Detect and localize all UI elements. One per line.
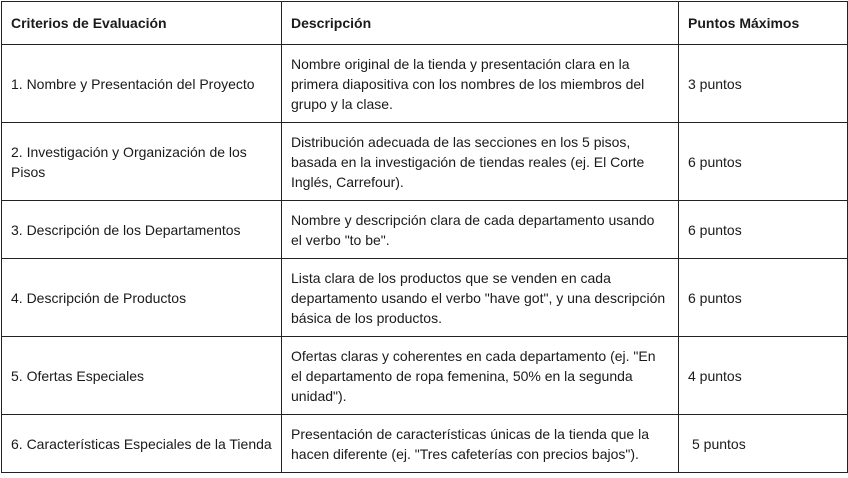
points-cell: 3 puntos <box>679 45 848 123</box>
points-cell: 6 puntos <box>679 259 848 337</box>
criteria-cell: 5. Ofertas Especiales <box>2 337 282 415</box>
header-row <box>2 2 848 45</box>
points-cell: 6 puntos <box>679 123 848 201</box>
description-cell: Lista clara de los productos que se venden en cada departamento usando el verbo "have got", y una descripción básica de los productos. <box>282 259 679 337</box>
table-row <box>2 337 848 415</box>
points-cell: 4 puntos <box>679 337 848 415</box>
description-cell: Ofertas claras y coherentes en cada departamento (ej. "En el departamento de ropa femenina, 50% en la segunda unidad"). <box>282 337 679 415</box>
table-row <box>2 45 848 123</box>
description-cell: Nombre y descripción clara de cada departamento usando el verbo "to be". <box>282 201 679 259</box>
description-cell: Nombre original de la tienda y presentación clara en la primera diapositiva con los nombres de los miembros del grupo y la clase. <box>282 45 679 123</box>
header-criteria: Criterios de Evaluación <box>2 2 282 45</box>
table-row <box>2 201 848 259</box>
criteria-cell: 2. Investigación y Organización de los Pisos <box>2 123 282 201</box>
table-row <box>2 123 848 201</box>
criteria-cell: 3. Descripción de los Departamentos <box>2 201 282 259</box>
criteria-cell: 6. Características Especiales de la Tienda <box>2 415 282 473</box>
header-points: Puntos Máximos <box>679 2 848 45</box>
table-row <box>2 259 848 337</box>
table-body <box>2 45 848 473</box>
criteria-cell: 4. Descripción de Productos <box>2 259 282 337</box>
evaluation-rubric-table <box>1 1 848 473</box>
criteria-cell: 1. Nombre y Presentación del Proyecto <box>2 45 282 123</box>
table-row <box>2 415 848 473</box>
description-cell: Presentación de características únicas de la tienda que la hacen diferente (ej. "Tres cafeterías con precios bajos"). <box>282 415 679 473</box>
table-header <box>2 2 848 45</box>
points-cell: 5 puntos <box>679 415 848 473</box>
description-cell: Distribución adecuada de las secciones en los 5 pisos, basada en la investigación de tiendas reales (ej. El Corte Inglés, Carrefour). <box>282 123 679 201</box>
points-cell: 6 puntos <box>679 201 848 259</box>
header-description: Descripción <box>282 2 679 45</box>
